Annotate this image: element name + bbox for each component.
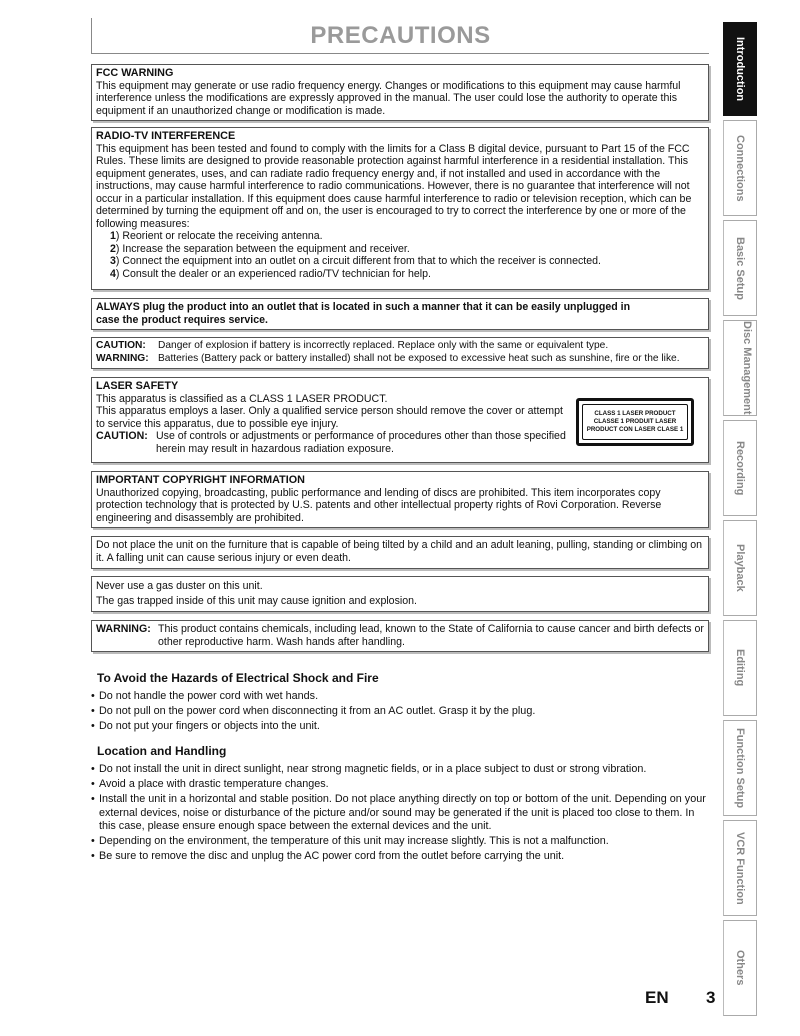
list-item: • Do not install the unit in direct sunlight, near strong magnetic fields, or in a place subject to dust or strong vibration. (91, 763, 711, 776)
always-line-1: ALWAYS plug the product into an outlet that is located in such a manner that it can be easily unplugged in (96, 301, 631, 313)
gas-duster-box (91, 576, 709, 612)
list-item: • Avoid a place with drastic temperature changes. (91, 778, 711, 791)
furniture-box (91, 536, 709, 569)
battery-box (91, 337, 709, 369)
laser-label-line: PRODUCT CON LASER CLASE 1 (586, 426, 684, 433)
laser-label-line: CLASSE 1 PRODUIT LASER (593, 418, 677, 425)
chemical-warning: WARNING: This product contains chemicals, including lead, known to the State of California to cause cancer and birth defects or other reproductive harm. Wash hands after handling. (96, 623, 704, 648)
tab-disc-management[interactable]: Disc Management (723, 320, 757, 416)
radio-heading: RADIO-TV INTERFERENCE (96, 130, 236, 142)
list-item: • Do not put your fingers or objects into the unit. (91, 720, 711, 733)
list-item: • Depending on the environment, the temperature of this unit may increase slightly. This is not a malfunction. (91, 835, 711, 848)
tab-function-setup[interactable]: Function Setup (723, 720, 757, 816)
laser-label-line: CLASS 1 LASER PRODUCT (594, 410, 676, 417)
tab-playback[interactable]: Playback (723, 520, 757, 616)
laser-line-2: This apparatus employs a laser. Only a qualified service person should remove the cover or attempt to service this apparatus, due to possible eye injury. (96, 405, 563, 430)
copyright-box (91, 471, 709, 528)
battery-caution: CAUTION: Danger of explosion if battery is incorrectly replaced. Replace only with the same or equivalent type. (96, 340, 609, 351)
tab-introduction[interactable]: Introduction (723, 22, 757, 116)
page-title: PRECAUTIONS (310, 21, 491, 49)
fcc-heading: FCC WARNING (96, 67, 174, 79)
laser-line-1: This apparatus is classified as a CLASS 1 LASER PRODUCT. (96, 392, 388, 405)
measure-item: 1) Reorient or relocate the receiving antenna. (110, 230, 323, 242)
laser-safety-box (91, 377, 709, 463)
location-list (91, 763, 711, 863)
measure-item: 2) Increase the separation between the equipment and receiver. (110, 242, 410, 255)
measure-item: 4) Consult the dealer or an experienced radio/TV technician for help. (110, 267, 431, 280)
class1-laser-label (576, 398, 694, 446)
footer-language: EN (645, 988, 669, 1007)
page-number: 3 (706, 988, 716, 1007)
radio-tv-box (91, 127, 709, 290)
hazards-heading: To Avoid the Hazards of Electrical Shock and Fire (97, 671, 379, 685)
title-box (91, 18, 709, 54)
fcc-warning-box (91, 64, 709, 121)
tab-vcr-function[interactable]: VCR Function (723, 820, 757, 916)
list-item: • Do not pull on the power cord when disconnecting it from an AC outlet. Grasp it by the plug. (91, 705, 711, 718)
laser-heading: LASER SAFETY (96, 380, 179, 392)
chemical-warning-box (91, 620, 709, 652)
radio-text: This equipment has been tested and found to comply with the limits for a Class B digital device, pursuant to Part 15 of the FCC Rules. These limits are designed to provide reasonable protection against harmful interference in a residential installation. This equipment generates, uses, and can radiate radio frequency energy and, if not installed and used in accordance with the instructions, may cause harmful interference to radio communications. However, there is no guarantee that interference will not occur in a particular installation. If this equipment does cause harmful interference to radio or television reception, which can be determined by turning the equipment off and on, the user is encouraged to try to correct the interference by one or more of the following measures: (96, 142, 692, 230)
gas-line-2: The gas trapped inside of this unit may cause ignition and explosion. (96, 594, 417, 607)
furniture-text: Do not place the unit on the furniture that is capable of being tilted by a child and an adult leaning, pulling, standing or climbing on it. A falling unit can cause serious injury or even death. (96, 539, 703, 564)
always-plug-box (91, 298, 709, 330)
list-item: • Do not handle the power cord with wet hands. (91, 690, 711, 703)
copyright-text: Unauthorized copying, broadcasting, public performance and lending of discs are prohibited. This item incorporates copy protection technology that is protected by U.S. patents and other intellectual property rights of Rovi Corporation. Reverse engineering and disassembly are prohibited. (96, 486, 662, 524)
battery-warning: WARNING: Batteries (Battery pack or battery installed) shall not be exposed to excessive heat such as sunshine, fire or the like. (96, 352, 680, 364)
measure-item: 3) Connect the equipment into an outlet on a circuit different from that to which the receiver is connected. (110, 255, 601, 267)
list-item: • Install the unit in a horizontal and stable position. Do not place anything directly on top or bottom of the unit. Depending on your external devices, noise or disturbance of the picture and/or sound may be generated if the unit is placed too close to them. In this case, please ensure enough space between the external devices and the unit. (91, 793, 711, 833)
fcc-text: This equipment may generate or use radio frequency energy. Changes or modifications to this equipment may cause harmful interference unless the modifications are expressly approved in the manual. The user could lose the authority to operate this equipment if an unauthorized change or modification is made. (96, 79, 681, 117)
always-line-2: case the product requires service. (96, 313, 268, 326)
tab-connections[interactable]: Connections (723, 120, 757, 216)
copyright-heading: IMPORTANT COPYRIGHT INFORMATION (96, 474, 305, 486)
tab-basic-setup[interactable]: Basic Setup (723, 220, 757, 316)
gas-line-1: Never use a gas duster on this unit. (96, 580, 263, 592)
tab-recording[interactable]: Recording (723, 420, 757, 516)
laser-caution: CAUTION: Use of controls or adjustments or performance of procedures other than those specified herein may result in hazardous radiation exposure. (96, 430, 566, 455)
hazards-list (91, 690, 711, 734)
list-item: • Be sure to remove the disc and unplug the AC power cord from the outlet before carrying the unit. (91, 850, 711, 863)
location-heading: Location and Handling (97, 744, 227, 758)
tab-editing[interactable]: Editing (723, 620, 757, 716)
tab-others[interactable]: Others (723, 920, 757, 1016)
